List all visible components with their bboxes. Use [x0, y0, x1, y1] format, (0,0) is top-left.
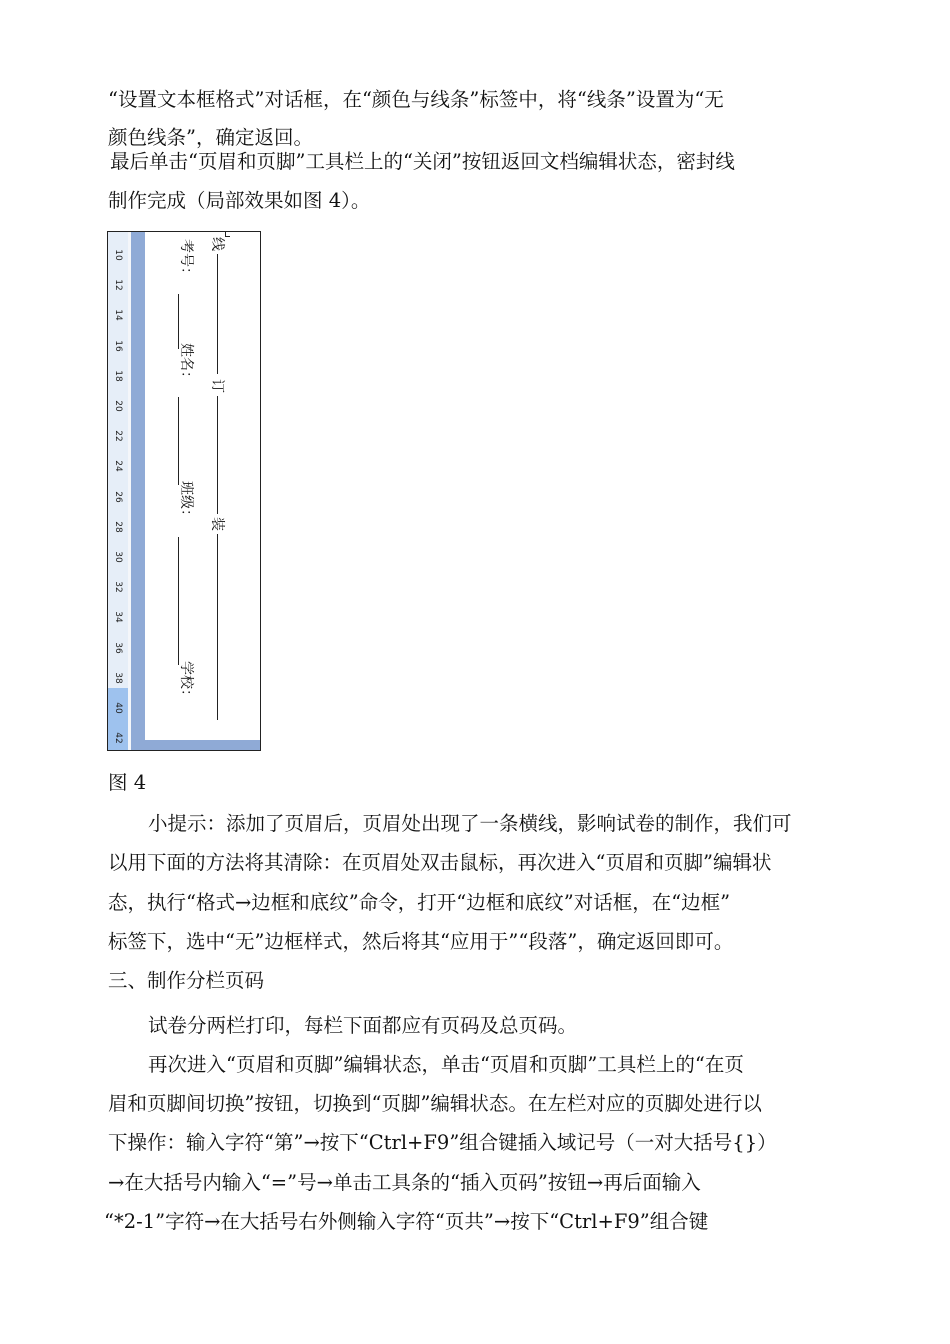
body-text-line: 小提示：添加了页眉后，页眉处出现了一条横线，影响试卷的制作，我们可 [148, 812, 792, 835]
ruler-tick-label: 18 [113, 370, 123, 382]
ruler-tick-label: 24 [113, 460, 123, 473]
body-text-line: 制作完成（局部效果如图 4）。 [108, 189, 371, 212]
seal-char-xian: 线 [209, 237, 225, 251]
ruler-tick-label: 40 [113, 702, 123, 714]
ruler-tick-label: 42 [113, 732, 123, 744]
body-text-line: “设置文本框格式”对话框，在“颜色与线条”标签中，将“线条”设置为“无 [108, 88, 724, 111]
body-text-line: 再次进入“页眉和页脚”编辑状态，单击“页眉和页脚”工具栏上的“在页 [148, 1053, 744, 1076]
page-margin-shade [131, 232, 145, 750]
exam-number-label: 考号： [178, 239, 194, 281]
seal-line-segment [217, 254, 218, 374]
body-text-line: 态，执行“格式→边框和底纹”命令，打开“边框和底纹”对话框，在“边框” [108, 891, 731, 914]
body-text-line: 颜色线条”，确定返回。 [108, 126, 313, 149]
ruler-tick-label: 16 [113, 339, 123, 352]
body-text-line: 标签下，选中“无”边框样式，然后将其“应用于”“段落”，确定返回即可。 [108, 930, 734, 953]
ruler-tick-label: 10 [113, 249, 123, 261]
ruler-tick-label: 26 [113, 490, 123, 503]
body-text-line: 眉和页脚间切换”按钮，切换到“页脚”编辑状态。在左栏对应的页脚处进行以 [108, 1092, 762, 1115]
body-text-line: →在大括号内输入“=”号→单击工具条的“插入页码”按钮→再后面输入 [108, 1171, 701, 1194]
class-blank [178, 537, 179, 665]
name-label: 姓名： [178, 343, 194, 385]
body-text-line: 最后单击“页眉和页脚”工具栏上的“关闭”按钮返回文档编辑状态，密封线 [110, 150, 735, 173]
ruler-tick-label: 36 [113, 641, 123, 654]
name-blank [178, 397, 179, 485]
school-label: 学校： [178, 661, 194, 703]
ruler-tick-label: 32 [113, 581, 123, 593]
body-text-line: 试卷分两栏打印，每栏下面都应有页码及总页码。 [148, 1014, 578, 1037]
section-heading: 三、制作分栏页码 [108, 969, 265, 992]
ruler-tick-label: 28 [113, 521, 123, 533]
class-label: 班级： [178, 481, 194, 523]
ruler-tick-label: 38 [113, 672, 123, 684]
document-page-area [145, 232, 260, 740]
ruler-tick-label: 34 [113, 611, 123, 624]
ruler-tick-label: 14 [113, 309, 123, 322]
figure-seal-line-screenshot [107, 231, 261, 751]
seal-line-segment [217, 534, 218, 720]
exam-number-blank [178, 294, 179, 349]
figure-caption: 图 4 [108, 771, 147, 794]
body-text-line: “*2-1”字符→在大括号右外侧输入字符“页共”→按下“Ctrl+F9”组合键 [104, 1210, 709, 1233]
seal-line-segment [217, 396, 218, 514]
ruler-tick-label: 30 [113, 551, 123, 563]
seal-char-ding: 订 [209, 379, 225, 393]
ruler-tick-label: 22 [113, 430, 123, 442]
corner-mark [225, 232, 230, 237]
body-text-line: 以用下面的方法将其清除：在页眉处双击鼠标，再次进入“页眉和页脚”编辑状 [108, 851, 772, 874]
ruler-tick-label: 20 [113, 400, 123, 412]
body-text-line: 下操作：输入字符“第”→按下“Ctrl+F9”组合键插入域记号（一对大括号{}） [108, 1131, 777, 1154]
page-bottom-shade [145, 740, 260, 750]
ruler-tick-label: 12 [113, 279, 123, 291]
seal-char-zhuang: 装 [209, 517, 225, 531]
